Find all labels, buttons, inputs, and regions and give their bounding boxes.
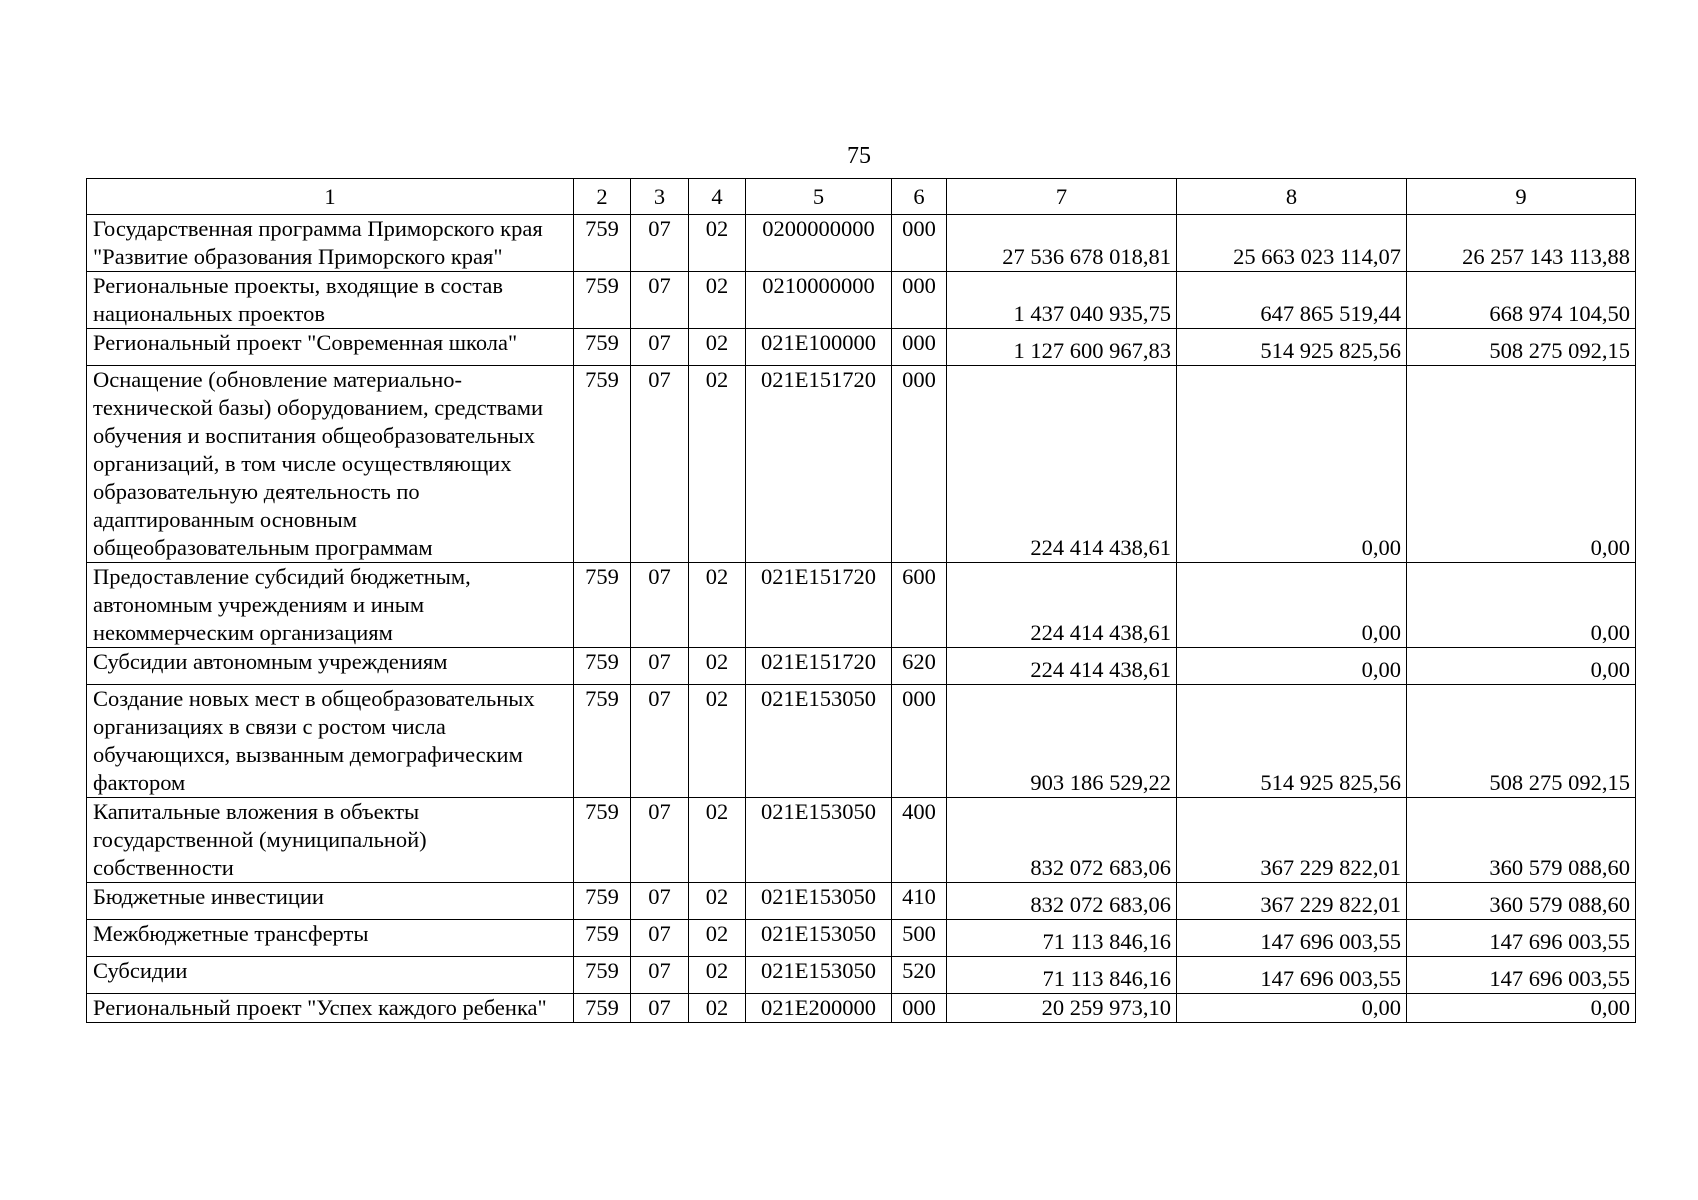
- admin-code: 759: [574, 215, 631, 272]
- admin-code: 759: [574, 798, 631, 883]
- amount-col-9: 0,00: [1407, 563, 1636, 648]
- expense-type-code: 000: [892, 366, 947, 563]
- expense-type-code: 000: [892, 685, 947, 798]
- table-row: [87, 994, 1636, 1023]
- amount-col-9: 0,00: [1407, 994, 1636, 1023]
- page-number: 75: [847, 143, 871, 169]
- amount-col-8: 367 229 822,01: [1177, 798, 1407, 883]
- amount-col-9: 147 696 003,55: [1407, 957, 1636, 994]
- section-code: 07: [631, 920, 689, 957]
- item-name: Региональный проект "Успех каждого ребенка": [87, 994, 574, 1023]
- item-name: Капитальные вложения в объекты государственной (муниципальной) собственности: [87, 798, 574, 883]
- table-row: [87, 215, 1636, 272]
- item-name: Региональные проекты, входящие в состав национальных проектов: [87, 272, 574, 329]
- section-code: 07: [631, 215, 689, 272]
- target-item-code: 021E100000: [746, 329, 892, 366]
- amount-col-7: 903 186 529,22: [947, 685, 1177, 798]
- table-row: [87, 648, 1636, 685]
- column-header-8: 8: [1177, 179, 1407, 215]
- admin-code: 759: [574, 957, 631, 994]
- subsection-code: 02: [689, 994, 746, 1023]
- admin-code: 759: [574, 329, 631, 366]
- expense-type-code: 500: [892, 920, 947, 957]
- amount-col-7: 71 113 846,16: [947, 957, 1177, 994]
- amount-col-7: 1 437 040 935,75: [947, 272, 1177, 329]
- admin-code: 759: [574, 920, 631, 957]
- section-code: 07: [631, 685, 689, 798]
- amount-col-8: 647 865 519,44: [1177, 272, 1407, 329]
- expense-type-code: 620: [892, 648, 947, 685]
- column-header-5: 5: [746, 179, 892, 215]
- amount-col-9: 26 257 143 113,88: [1407, 215, 1636, 272]
- subsection-code: 02: [689, 272, 746, 329]
- subsection-code: 02: [689, 685, 746, 798]
- item-name: Межбюджетные трансферты: [87, 920, 574, 957]
- table-row: [87, 329, 1636, 366]
- item-name: Субсидии: [87, 957, 574, 994]
- column-header-1: 1: [87, 179, 574, 215]
- budget-table: [86, 178, 1636, 1023]
- amount-col-7: 224 414 438,61: [947, 563, 1177, 648]
- amount-col-9: 668 974 104,50: [1407, 272, 1636, 329]
- column-header-9: 9: [1407, 179, 1636, 215]
- subsection-code: 02: [689, 883, 746, 920]
- item-name: Бюджетные инвестиции: [87, 883, 574, 920]
- section-code: 07: [631, 883, 689, 920]
- target-item-code: 021E200000: [746, 994, 892, 1023]
- amount-col-7: 832 072 683,06: [947, 798, 1177, 883]
- amount-col-7: 832 072 683,06: [947, 883, 1177, 920]
- amount-col-7: 27 536 678 018,81: [947, 215, 1177, 272]
- admin-code: 759: [574, 648, 631, 685]
- section-code: 07: [631, 329, 689, 366]
- amount-col-8: 0,00: [1177, 994, 1407, 1023]
- amount-col-7: 1 127 600 967,83: [947, 329, 1177, 366]
- table-row: [87, 798, 1636, 883]
- admin-code: 759: [574, 272, 631, 329]
- section-code: 07: [631, 798, 689, 883]
- expense-type-code: 400: [892, 798, 947, 883]
- target-item-code: 021E153050: [746, 957, 892, 994]
- amount-col-8: 514 925 825,56: [1177, 685, 1407, 798]
- section-code: 07: [631, 366, 689, 563]
- subsection-code: 02: [689, 920, 746, 957]
- amount-col-9: 0,00: [1407, 648, 1636, 685]
- section-code: 07: [631, 957, 689, 994]
- amount-col-8: 147 696 003,55: [1177, 957, 1407, 994]
- table-row: [87, 272, 1636, 329]
- target-item-code: 021E153050: [746, 920, 892, 957]
- amount-col-8: 0,00: [1177, 366, 1407, 563]
- column-header-6: 6: [892, 179, 947, 215]
- admin-code: 759: [574, 883, 631, 920]
- section-code: 07: [631, 994, 689, 1023]
- amount-col-9: 508 275 092,15: [1407, 685, 1636, 798]
- target-item-code: 0200000000: [746, 215, 892, 272]
- admin-code: 759: [574, 685, 631, 798]
- amount-col-8: 514 925 825,56: [1177, 329, 1407, 366]
- section-code: 07: [631, 648, 689, 685]
- table-row: [87, 366, 1636, 563]
- table-row: [87, 920, 1636, 957]
- target-item-code: 021E153050: [746, 685, 892, 798]
- amount-col-9: 0,00: [1407, 366, 1636, 563]
- column-number-row: [87, 179, 1636, 215]
- section-code: 07: [631, 563, 689, 648]
- expense-type-code: 000: [892, 994, 947, 1023]
- expense-type-code: 520: [892, 957, 947, 994]
- amount-col-8: 0,00: [1177, 648, 1407, 685]
- table-row: [87, 563, 1636, 648]
- subsection-code: 02: [689, 366, 746, 563]
- expense-type-code: 000: [892, 272, 947, 329]
- amount-col-9: 508 275 092,15: [1407, 329, 1636, 366]
- target-item-code: 0210000000: [746, 272, 892, 329]
- item-name: Создание новых мест в общеобразовательных организациях в связи с ростом числа обучающихся, вызванным демографическим фактором: [87, 685, 574, 798]
- subsection-code: 02: [689, 215, 746, 272]
- expense-type-code: 600: [892, 563, 947, 648]
- amount-col-8: 25 663 023 114,07: [1177, 215, 1407, 272]
- item-name: Субсидии автономным учреждениям: [87, 648, 574, 685]
- item-name: Государственная программа Приморского края "Развитие образования Приморского края": [87, 215, 574, 272]
- admin-code: 759: [574, 994, 631, 1023]
- subsection-code: 02: [689, 957, 746, 994]
- target-item-code: 021E151720: [746, 366, 892, 563]
- item-name: Региональный проект "Современная школа": [87, 329, 574, 366]
- admin-code: 759: [574, 563, 631, 648]
- column-header-4: 4: [689, 179, 746, 215]
- section-code: 07: [631, 272, 689, 329]
- amount-col-8: 147 696 003,55: [1177, 920, 1407, 957]
- amount-col-7: 224 414 438,61: [947, 648, 1177, 685]
- admin-code: 759: [574, 366, 631, 563]
- subsection-code: 02: [689, 648, 746, 685]
- table-row: [87, 685, 1636, 798]
- amount-col-7: 20 259 973,10: [947, 994, 1177, 1023]
- amount-col-9: 360 579 088,60: [1407, 798, 1636, 883]
- expense-type-code: 000: [892, 329, 947, 366]
- expense-type-code: 410: [892, 883, 947, 920]
- item-name: Предоставление субсидий бюджетным, автономным учреждениям и иным некоммерческим организациям: [87, 563, 574, 648]
- amount-col-9: 360 579 088,60: [1407, 883, 1636, 920]
- amount-col-7: 224 414 438,61: [947, 366, 1177, 563]
- amount-col-7: 71 113 846,16: [947, 920, 1177, 957]
- target-item-code: 021E153050: [746, 798, 892, 883]
- target-item-code: 021E151720: [746, 648, 892, 685]
- column-header-7: 7: [947, 179, 1177, 215]
- column-header-3: 3: [631, 179, 689, 215]
- amount-col-9: 147 696 003,55: [1407, 920, 1636, 957]
- table-row: [87, 883, 1636, 920]
- target-item-code: 021E153050: [746, 883, 892, 920]
- item-name: Оснащение (обновление материально-технической базы) оборудованием, средствами обучения и воспитания общеобразовательных организаций, в том числе осуществляющих образовательную деятельность по адаптированным основным общеобразовательным программам: [87, 366, 574, 563]
- subsection-code: 02: [689, 563, 746, 648]
- table-row: [87, 957, 1636, 994]
- subsection-code: 02: [689, 329, 746, 366]
- amount-col-8: 0,00: [1177, 563, 1407, 648]
- column-header-2: 2: [574, 179, 631, 215]
- target-item-code: 021E151720: [746, 563, 892, 648]
- subsection-code: 02: [689, 798, 746, 883]
- expense-type-code: 000: [892, 215, 947, 272]
- amount-col-8: 367 229 822,01: [1177, 883, 1407, 920]
